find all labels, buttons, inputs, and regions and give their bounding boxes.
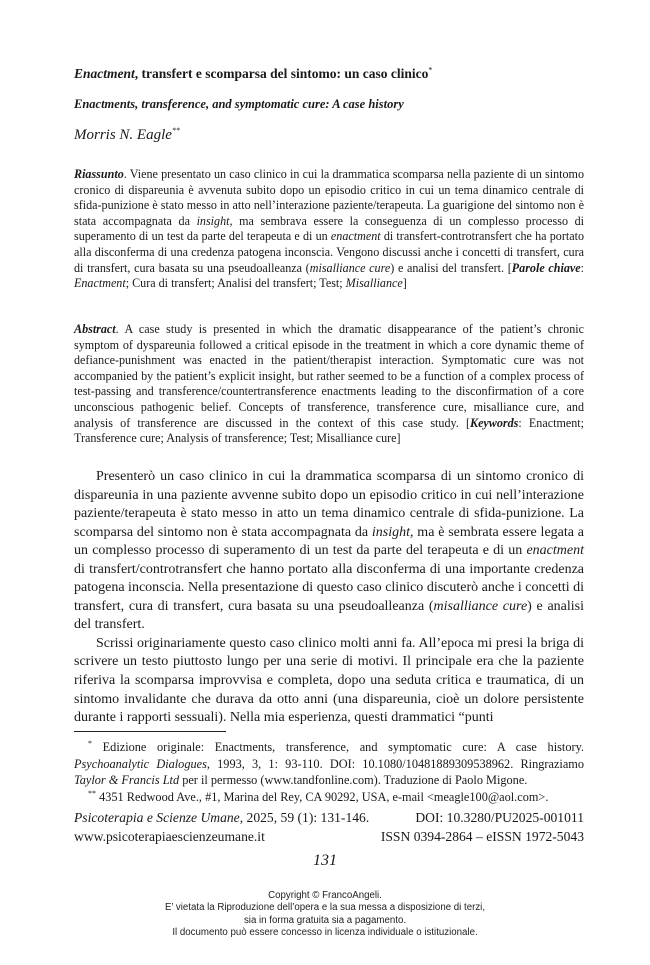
footnote-separator (74, 731, 226, 732)
keywords-label-en: Keywords (470, 415, 519, 430)
riassunto-text: : (580, 260, 584, 275)
copyright-line: E’ vietata la Riproduzione dell’opera e la sua messa a disposizione di terzi, (164, 902, 486, 914)
riassunto-text: ; Cura di transfert; Analisi del transfert; Test; (125, 276, 346, 291)
journal-website: www.psicoterapiaescienzeumane.it (74, 829, 265, 844)
copyright-line: Copyright © FrancoAngeli. (268, 890, 382, 901)
body-emphasis: insight (371, 524, 410, 540)
doi: DOI: 10.3280/PU2025-001011 (415, 810, 584, 825)
abstract-paragraph (74, 322, 584, 447)
body-emphasis: enactment (526, 543, 584, 559)
footnote-text: Edizione originale: Enactments, transference, and symptomatic cure: A case history. (92, 740, 584, 754)
riassunto-label: Riassunto (74, 167, 124, 181)
copyright-notice (0, 890, 650, 940)
journal-reference: , 2025, 59 (1): 131-146. (239, 810, 370, 825)
issn: ISSN 0394-2864 – eISSN 1972-5043 (380, 829, 584, 844)
keyword-emphasis: Enactment (74, 276, 126, 291)
body-text (74, 468, 584, 728)
journal-citation-line (74, 810, 584, 826)
author-name (74, 127, 584, 144)
riassunto-text: ] (402, 276, 407, 291)
title-emphasis: Enactment (74, 66, 135, 81)
riassunto-text: ) e analisi del transfert. [ (390, 260, 512, 275)
footnote-text: , 1993, 3, 1: 93-110. DOI: 10.1080/10481889309538962. Ringraziamo (206, 756, 584, 771)
riassunto-paragraph (74, 167, 584, 292)
riassunto-emphasis: enactment (330, 229, 381, 244)
abstract-label: Abstract (74, 322, 116, 336)
body-paragraph-2: Scrissi originariamente questo caso clinico molti anni fa. All’epoca mi presi la briga di scrivere un testo piuttosto lungo per una serie di motivi. Il principale era che la paziente riferiva la scomparsa improvvisa e completa, dopo una seduta critica e traumatica, di un sintomo invalidante che durava da otto anni (una dispareunia, cioè un dolore persistente durante i rapporti sessuali). Nella mia esperienza, questi drammatici “punti (74, 635, 584, 726)
author-text: Morris N. Eagle (74, 127, 172, 143)
journal-info-line (74, 829, 584, 845)
footnote-2 (74, 789, 584, 806)
riassunto-text: di transfert-controtransfert che ha portato alla disconferma di una credenza patogena inconscia. Vengono discussi anche i concetti di transfert, cura di transfert, cura basata su una pseudoalleanza ( (74, 229, 585, 275)
riassunto-emphasis: misalliance cure (309, 260, 391, 275)
abstract-text: . A case study is presented in which the dramatic disappearance of the patient’s chronic symptom of dyspareunia followed a critical episode in the treatment in which a core dynamic theme of defiance-punishment was enacted in the patient/therapist interaction. Symptomatic cure was not accompanied by the patient’s explicit insight, but rather seemed to be a function of a complex process of test-passing and transference/countertransference enactments leading to the disconfirmation of a core unconscious pathogenic belief. Concepts of transference, transference cure, misalliance cure, and analysis of transference are discussed in the context of this case study. [ (74, 322, 584, 430)
body-text-run: , ma è sembrata essere legata a un complesso processo di superamento di un test da parte del terapeuta e di un (74, 524, 584, 559)
body-paragraph-1 (74, 468, 584, 635)
footnote-1 (74, 739, 584, 789)
page-number: 131 (313, 852, 337, 869)
riassunto-emphasis: insight (196, 213, 230, 228)
footnote-text: per il permesso (www.tandfonline.com). Traduzione di Paolo Migone. (179, 773, 528, 788)
body-text-run: di transfert/controtransfert che hanno portato alla disconferma di una importante credenza patogena inconscia. Nella presentazione di questo caso clinico discuterò anche i concetti di transfert, cura di transfert, cura basata su una pseudoalleanza ( (74, 561, 584, 614)
keyword-emphasis: Misalliance (345, 276, 403, 291)
riassunto-text: , ma sembrava essere la conseguenza di un complesso processo di superamento di un test da parte del terapeuta e di un (74, 213, 585, 244)
abstract-text: : Enactment; Transference cure; Analysis of transference; Test; Misalliance cure] (74, 415, 584, 446)
keywords-label-it: Parole chiave (511, 260, 581, 275)
article-title (74, 66, 584, 82)
body-text-run: Presenterò un caso clinico in cui la drammatica scomparsa di un sintomo cronico di dispareunia in una paziente avvenne subito dopo un episodio critico in cui nell’interazione paziente/terapeuta è stato messo in atto un tema dinamico centrale di sfida-punizione. La scomparsa del sintomo non è stata accompagnata da (74, 469, 584, 540)
footnote-mark: ** (88, 788, 96, 798)
author-footnote-mark: ** (171, 126, 180, 135)
footnotes (74, 739, 584, 805)
title-footnote-mark: * (428, 65, 433, 75)
footnote-emphasis: Psychoanalytic Dialogues (74, 756, 207, 771)
copyright-line: sia in forma gratuita sia a pagamento. (243, 914, 407, 926)
title-text: , transfert e scomparsa del sintomo: un caso clinico (134, 66, 429, 81)
journal-name: Psicoterapia e Scienze Umane (74, 810, 240, 825)
footnote-emphasis: Taylor & Francis Ltd (74, 773, 180, 788)
footnote-text: 4351 Redwood Ave., #1, Marina del Rey, CA 90292, USA, e-mail <meagle100@aol.com>. (96, 789, 549, 804)
riassunto-text: . Viene presentato un caso clinico in cui la drammatica scomparsa nella paziente di un sintomo cronico di dispareunia è avvenuta subito dopo un episodio critico in cui un tema dinamico centrale di sfida-punizione è stato messo in atto nell’interazione paziente/terapeuta. La guarigione del sintomo non è stata accompagnata da (74, 167, 584, 228)
body-text-run: ) e analisi del transfert. (74, 598, 585, 633)
copyright-line: Il documento può essere concesso in licenza individuale o istituzionale. (172, 927, 478, 939)
footnote-mark: * (88, 738, 92, 748)
body-emphasis: misalliance cure (433, 598, 528, 614)
article-subtitle: Enactments, transference, and symptomatic cure: A case history (74, 97, 404, 111)
